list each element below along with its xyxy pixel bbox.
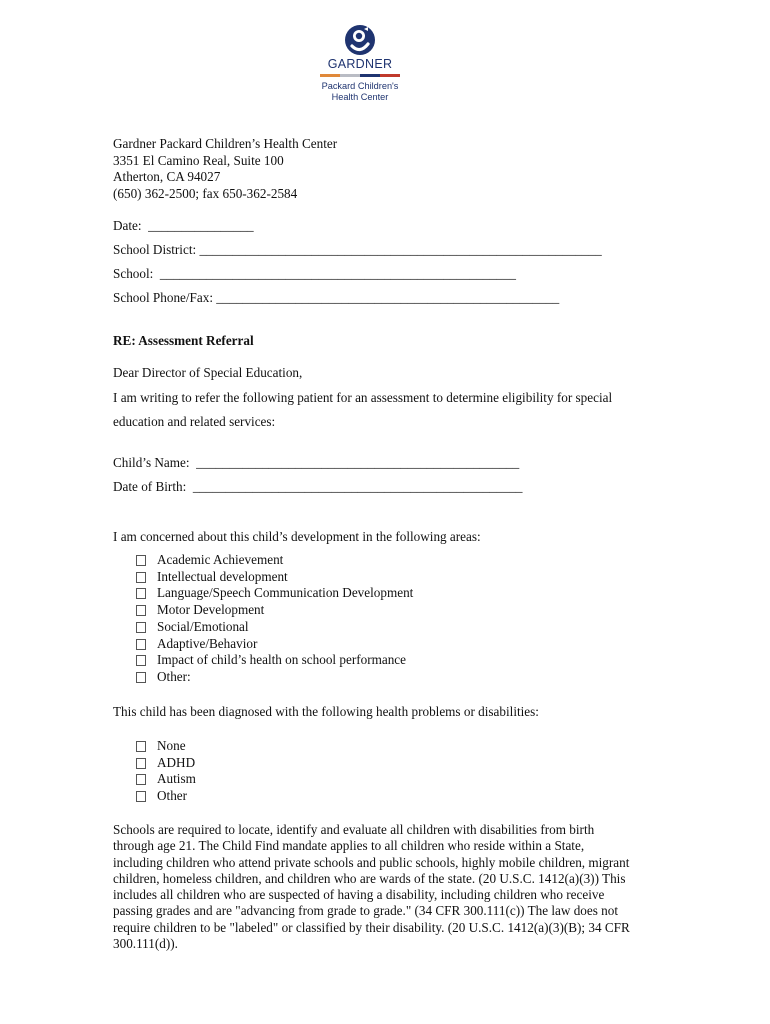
childs-name-field[interactable]: Child’s Name: _________________________________________________ (113, 455, 520, 470)
checkbox-icon[interactable] (136, 791, 146, 802)
diagnosis-label: None (157, 738, 186, 753)
checkbox-icon[interactable] (136, 639, 146, 650)
re-heading: RE: Assessment Referral (113, 333, 254, 348)
diagnosis-item[interactable] (136, 755, 196, 772)
law-line: including children who attend private schools and public schools, highly mobile children, migrant (113, 854, 630, 870)
law-line: passing grades and are "advancing from grade to grade." (34 CFR 300.111(c)) The law does not (113, 903, 619, 919)
law-line: includes all children who are suspected of having a disability, including children who receive (113, 887, 605, 903)
concern-item[interactable] (136, 636, 413, 653)
concern-item[interactable] (136, 669, 413, 686)
intro-line-2: education and related services: (113, 414, 276, 429)
concern-label: Language/Speech Communication Development (157, 585, 414, 601)
law-line: 300.111(d)). (113, 936, 178, 952)
date-of-birth-field[interactable]: Date of Birth: __________________________________________________ (113, 479, 523, 494)
gardner-logo (318, 24, 402, 102)
concern-label: Impact of child’s health on school performance (157, 652, 407, 668)
diagnosis-item[interactable] (136, 788, 196, 805)
address-line-1: Gardner Packard Children’s Health Center (113, 136, 338, 151)
checkbox-icon[interactable] (136, 774, 146, 785)
diagnosis-checklist (136, 738, 196, 805)
concern-item[interactable] (136, 569, 413, 586)
concern-item[interactable] (136, 652, 413, 669)
diagnosis-item[interactable] (136, 771, 196, 788)
address-line-3: Atherton, CA 94027 (113, 169, 221, 184)
law-line: require children to be "labeled" or classified by their disability. (20 U.S.C. 1412(a)(3)(B); 34 CFR (113, 919, 630, 935)
checkbox-icon[interactable] (136, 672, 146, 683)
concern-heading: I am concerned about this child’s development in the following areas: (113, 529, 481, 544)
gardner-g-logo-icon (344, 24, 376, 56)
child-find-paragraph (113, 822, 661, 952)
intro-line-1: I am writing to refer the following patient for an assessment to determine eligibility for special (113, 390, 613, 405)
concern-label: Adaptive/Behavior (157, 635, 258, 651)
concern-item[interactable] (136, 619, 413, 636)
school-field[interactable]: School: ______________________________________________________ (113, 266, 516, 281)
checkbox-icon[interactable] (136, 758, 146, 769)
logo-subtitle-line2: Health Center (331, 91, 389, 102)
diagnosis-label: Autism (157, 771, 196, 787)
checkbox-icon[interactable] (136, 555, 146, 566)
checkbox-icon[interactable] (136, 741, 146, 752)
address-line-2: 3351 El Camino Real, Suite 100 (113, 152, 284, 168)
checkbox-icon[interactable] (136, 605, 146, 616)
law-line: children, homeless children, and children who are wards of the state. (20 U.S.C. 1412(a)(3)) This (113, 870, 626, 886)
diagnosis-heading: This child has been diagnosed with the following health problems or disabilities: (113, 704, 539, 719)
concern-item[interactable] (136, 602, 413, 619)
concern-label: Social/Emotional (157, 618, 249, 634)
concern-item[interactable] (136, 552, 413, 569)
clinic-address (113, 136, 337, 202)
checkbox-icon[interactable] (136, 622, 146, 633)
checkbox-icon[interactable] (136, 588, 146, 599)
diagnosis-label: ADHD (157, 754, 196, 770)
law-line: Schools are required to locate, identify and evaluate all children with disabilities from birth (113, 822, 595, 837)
date-field[interactable]: Date: ________________ (113, 218, 254, 233)
school-phone-fax-field[interactable]: School Phone/Fax: ____________________________________________________ (113, 290, 560, 305)
law-line: through age 21. The Child Find mandate applies to all children who reside within a State, (113, 838, 585, 854)
concern-label: Academic Achievement (157, 552, 284, 567)
logo-subtitle-line1: Packard Children's (321, 81, 399, 91)
diagnosis-label: Other (157, 788, 188, 804)
concern-label: Motor Development (157, 602, 265, 618)
school-district-field[interactable]: School District: _____________________________________________________________ (113, 242, 602, 257)
concern-checklist (136, 552, 413, 686)
checkbox-icon[interactable] (136, 655, 146, 666)
concern-label: Intellectual development (157, 568, 288, 584)
logo-stripe (320, 74, 400, 77)
diagnosis-item[interactable] (136, 738, 196, 755)
salutation: Dear Director of Special Education, (113, 365, 303, 380)
concern-label: Other: (157, 668, 191, 684)
address-line-4: (650) 362-2500; fax 650-362-2584 (113, 185, 298, 201)
logo-brand: GARDNER (327, 57, 393, 71)
checkbox-icon[interactable] (136, 572, 146, 583)
concern-item[interactable] (136, 585, 413, 602)
